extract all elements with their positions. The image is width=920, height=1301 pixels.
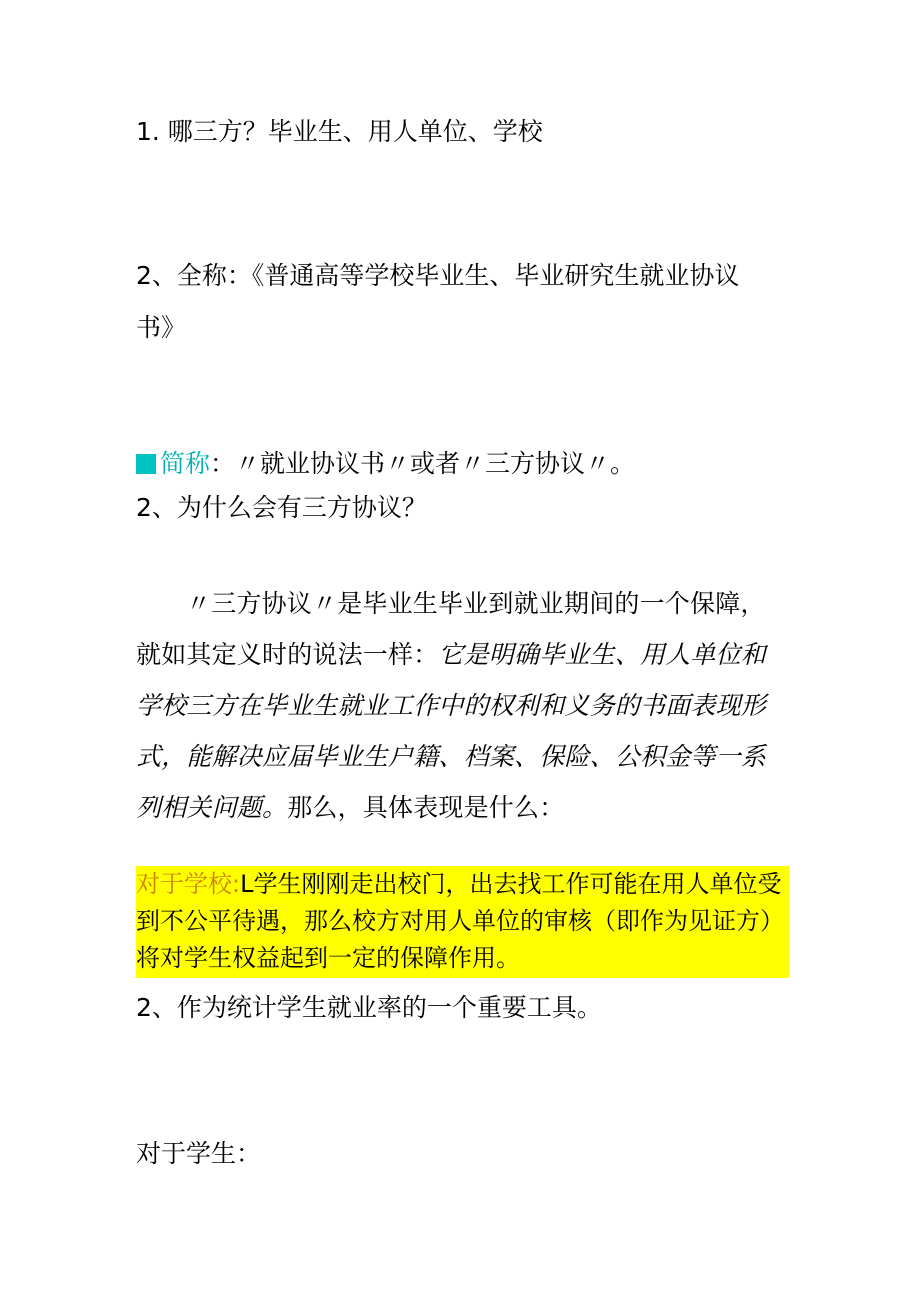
school-text: L学生刚刚走出校门，出去找工作可能在用人单位受到不公平待遇，那么校方对用人单位的审核（即作为见证方）将对学生权益起到一定的保障作用。	[136, 870, 784, 972]
full-name-line: 2、全称：《普通高等学校毕业生、毕业研究生就业协议书》	[136, 261, 740, 342]
highlighted-block	[136, 866, 789, 978]
definition-paragraph	[136, 578, 786, 833]
paragraph-tail: 那么，具体表现是什么：	[287, 793, 565, 822]
why-question: 2、为什么会有三方协议？	[136, 493, 427, 522]
paragraph-definition: 它是明确毕业生、用人单位和学校三方在毕业生就业工作中的权利和义务的书面表现形式，能解决应届毕业生户籍、档案、保险、公积金等一系列相关问题。	[136, 640, 767, 822]
school-label: 对于学校:	[136, 870, 241, 898]
abbreviation-text: ：〃就业协议书〃或者〃三方协议〃。	[210, 449, 636, 478]
square-bullet-icon	[136, 454, 156, 474]
paragraph-lead: 〃三方协议〃是毕业生毕业到就业期间的一个保障，就如其定义时的说法一样：	[136, 589, 766, 669]
abbreviation-line	[136, 446, 796, 482]
abbreviation-label: 简称	[160, 449, 211, 478]
student-heading: 对于学生：	[136, 1139, 262, 1168]
school-paragraph	[136, 866, 786, 977]
question-three-parties: 1. 哪三方？毕业生、用人单位、学校	[136, 117, 543, 146]
statistics-line: 2、作为统计学生就业率的一个重要工具。	[136, 993, 602, 1022]
